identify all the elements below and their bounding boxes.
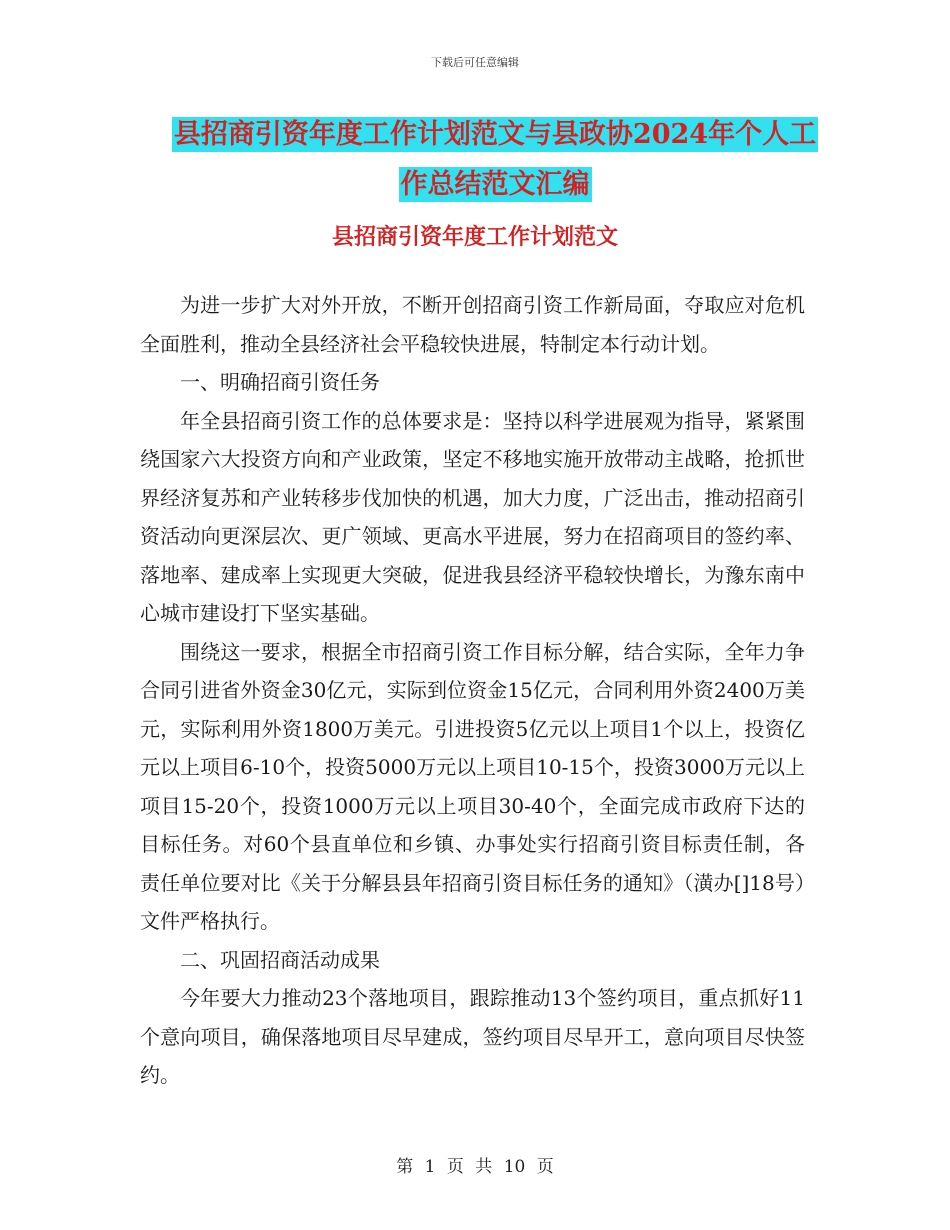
body-text — [140, 286, 805, 1095]
paragraph-targets: 围绕这一要求，根据全市招商引资工作目标分解，结合实际，全年力争合同引进省外资金30亿元，实际到位资金15亿元，合同利用外资2400万美元，实际利用外资1800万美元。引进投资5亿元以上项目1个以上，投资亿元以上项目6-10个，投资5000万元以上项目10-15个，投资3000万元以上项目15-20个，投资1000万元以上项目30-40个，全面完成市政府下达的目标任务。对60个县直单位和乡镇、办事处实行招商引资目标责任制，各责任单位要对比《关于分解县县年招商引资目标任务的通知》（潢办[]18号）文件严格执行。 — [140, 639, 805, 933]
document-title — [140, 110, 850, 210]
heading-2: 二、巩固招商活动成果 — [180, 947, 380, 972]
heading-1: 一、明确招商引资任务 — [180, 370, 380, 394]
section-title: 县招商引资年度工作计划范文 — [331, 224, 618, 250]
paragraph-intro: 为进一步扩大对外开放，不断开创招商引资工作新局面，夺取应对危机全面胜利，推动全县经济社会平稳较快进展，特制定本行动计划。 — [140, 293, 805, 356]
paragraph-requirements: 年全县招商引资工作的总体要求是：坚持以科学进展观为指导，紧紧围绕国家六大投资方向和产业政策，坚定不移地实施开放带动主战略，抢抓世界经济复苏和产业转移步伐加快的机遇，加大力度，广泛出击，推动招商引资活动向更深层次、更广领域、更高水平进展，努力在招商项目的签约率、落地率、建成率上实现更大突破，促进我县经济平稳较快增长，为豫东南中心城市建设打下坚实基础。 — [140, 408, 805, 625]
title-line-2: 作总结范文汇编 — [400, 169, 590, 200]
page-footer: 第 1 页 共 10 页 — [396, 1157, 554, 1177]
paragraph-projects: 今年要大力推动23个落地项目，跟踪推动13个签约项目，重点抓好11个意向项目，确保落地项目尽早建成，签约项目尽早开工，意向项目尽快签约。 — [140, 986, 805, 1087]
title-line-1: 县招商引资年度工作计划范文与县政协2024年个人工 — [173, 119, 817, 150]
header-note: 下载后可任意编辑 — [431, 56, 519, 69]
